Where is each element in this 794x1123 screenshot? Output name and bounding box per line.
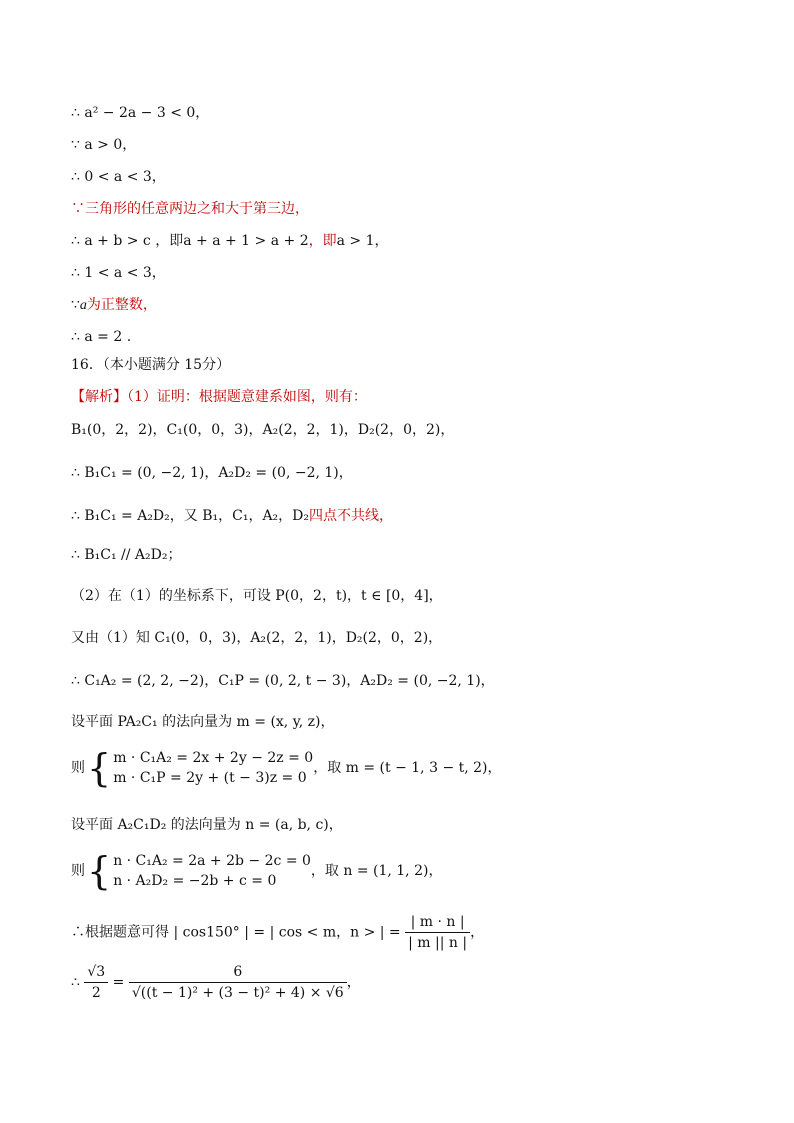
line-23-suffix: ， [346, 974, 361, 991]
system-rows [113, 851, 311, 891]
line-5-part-b: a + a + 1 > a + 2 [183, 233, 309, 249]
system-row-1: n · C₁A₂ = 2a + 2b − 2c = 0 [113, 853, 311, 869]
line-11: B₁(0，2，2)，C₁(0，0，3)，A₂(2，2，1)，D₂(2，0，2)， [71, 422, 455, 438]
line-21-suffix: ，取 n = (1, 1, 2)， [310, 863, 443, 879]
fraction-left [84, 962, 108, 1003]
fraction-right-numerator: 6 [129, 962, 347, 983]
line-20: 设平面 A₂C₁D₂ 的法向量为 n = (a, b, c)， [71, 817, 343, 833]
question-16-heading: 16．（本小题满分 15分） [71, 357, 231, 373]
fraction-denominator: | m || n | [408, 935, 468, 951]
fraction [405, 912, 470, 953]
system-rows [113, 748, 313, 788]
line-1: ∴ a² − 2a − 3 < 0， [71, 105, 210, 121]
line-19-system [71, 748, 502, 788]
fraction-numerator: | m · n | [405, 912, 470, 933]
analysis-label: 【解析】 [71, 389, 127, 405]
line-23 [71, 962, 361, 1003]
line-5-part-c: ，即 [308, 233, 337, 249]
line-13 [71, 506, 393, 526]
line-12: ∴ B₁C₁ = (0, −2, 1)，A₂D₂ = (0, −2, 1)， [71, 465, 353, 481]
line-21-prefix: 则 [71, 863, 85, 879]
line-22-part-a: ∴根据题意可得 | cos150° | = | cos < m，n > | = [71, 924, 401, 941]
line-13-part-a: ∴ B₁C₁ = A₂D₂，又 B₁，C₁，A₂，D₂ [71, 508, 310, 524]
line-17: ∴ C₁A₂ = (2, 2, −2)，C₁P = (0, 2, t − 3)，A₂D₂ = (0, −2, 1)， [71, 673, 495, 689]
line-7-part-c: 为正整数， [86, 297, 157, 313]
system-row-1: m · C₁A₂ = 2x + 2y − 2z = 0 [113, 750, 314, 766]
system-row-2: n · A₂D₂ = −2b + c = 0 [113, 873, 277, 889]
line-7-part-b: a [79, 298, 87, 313]
line-14: ∴ B₁C₁ // A₂D₂； [71, 547, 182, 563]
equals-sign: = [112, 974, 125, 991]
line-7 [71, 295, 157, 316]
line-19-suffix: ，取 m = (t − 1, 3 − t, 2)， [313, 760, 502, 776]
line-22-suffix: ， [470, 924, 485, 941]
line-5-part-a: ∴ a + b > c ，即 [71, 233, 184, 249]
line-16: 又由（1）知 C₁(0，0，3)，A₂(2，2，1)，D₂(2，0，2)， [71, 630, 443, 646]
line-22 [71, 912, 484, 953]
line-10 [71, 387, 367, 407]
system-brace: { [87, 849, 112, 893]
line-21-system [71, 851, 442, 891]
line-10-body: （1）证明：根据题意建系如图，则有： [127, 389, 367, 405]
line-8: ∴ a = 2 . [71, 329, 132, 345]
system-row-2: m · C₁P = 2y + (t − 3)z = 0 [113, 770, 307, 786]
line-5-part-e: ， [374, 233, 389, 249]
line-4: ∵三角形的任意两边之和大于第三边， [71, 201, 309, 217]
line-23-prefix: ∴ [71, 974, 80, 991]
fraction-right [129, 962, 347, 1003]
system-brace: { [87, 746, 112, 790]
line-15: （2）在（1）的坐标系下，可设 P(0，2，t)，t ∈ [0，4]， [71, 588, 443, 604]
line-7-part-a: ∵ [71, 297, 80, 313]
line-3: ∴ 0 < a < 3， [71, 169, 166, 185]
line-18: 设平面 PA₂C₁ 的法向量为 m = (x, y, z)， [71, 714, 335, 730]
line-19-prefix: 则 [71, 760, 85, 776]
line-5-part-d: a > 1 [336, 233, 375, 249]
fraction-left-denominator: 2 [91, 985, 101, 1001]
line-13-part-b: 四点不共线， [309, 508, 394, 524]
fraction-right-denominator: √((t − 1)² + (3 − t)² + 4) × √6 [131, 985, 344, 1001]
fraction-left-numerator: √3 [84, 962, 108, 983]
line-2: ∵ a > 0， [71, 137, 137, 153]
line-6: ∴ 1 < a < 3， [71, 265, 166, 281]
line-5 [71, 231, 389, 251]
